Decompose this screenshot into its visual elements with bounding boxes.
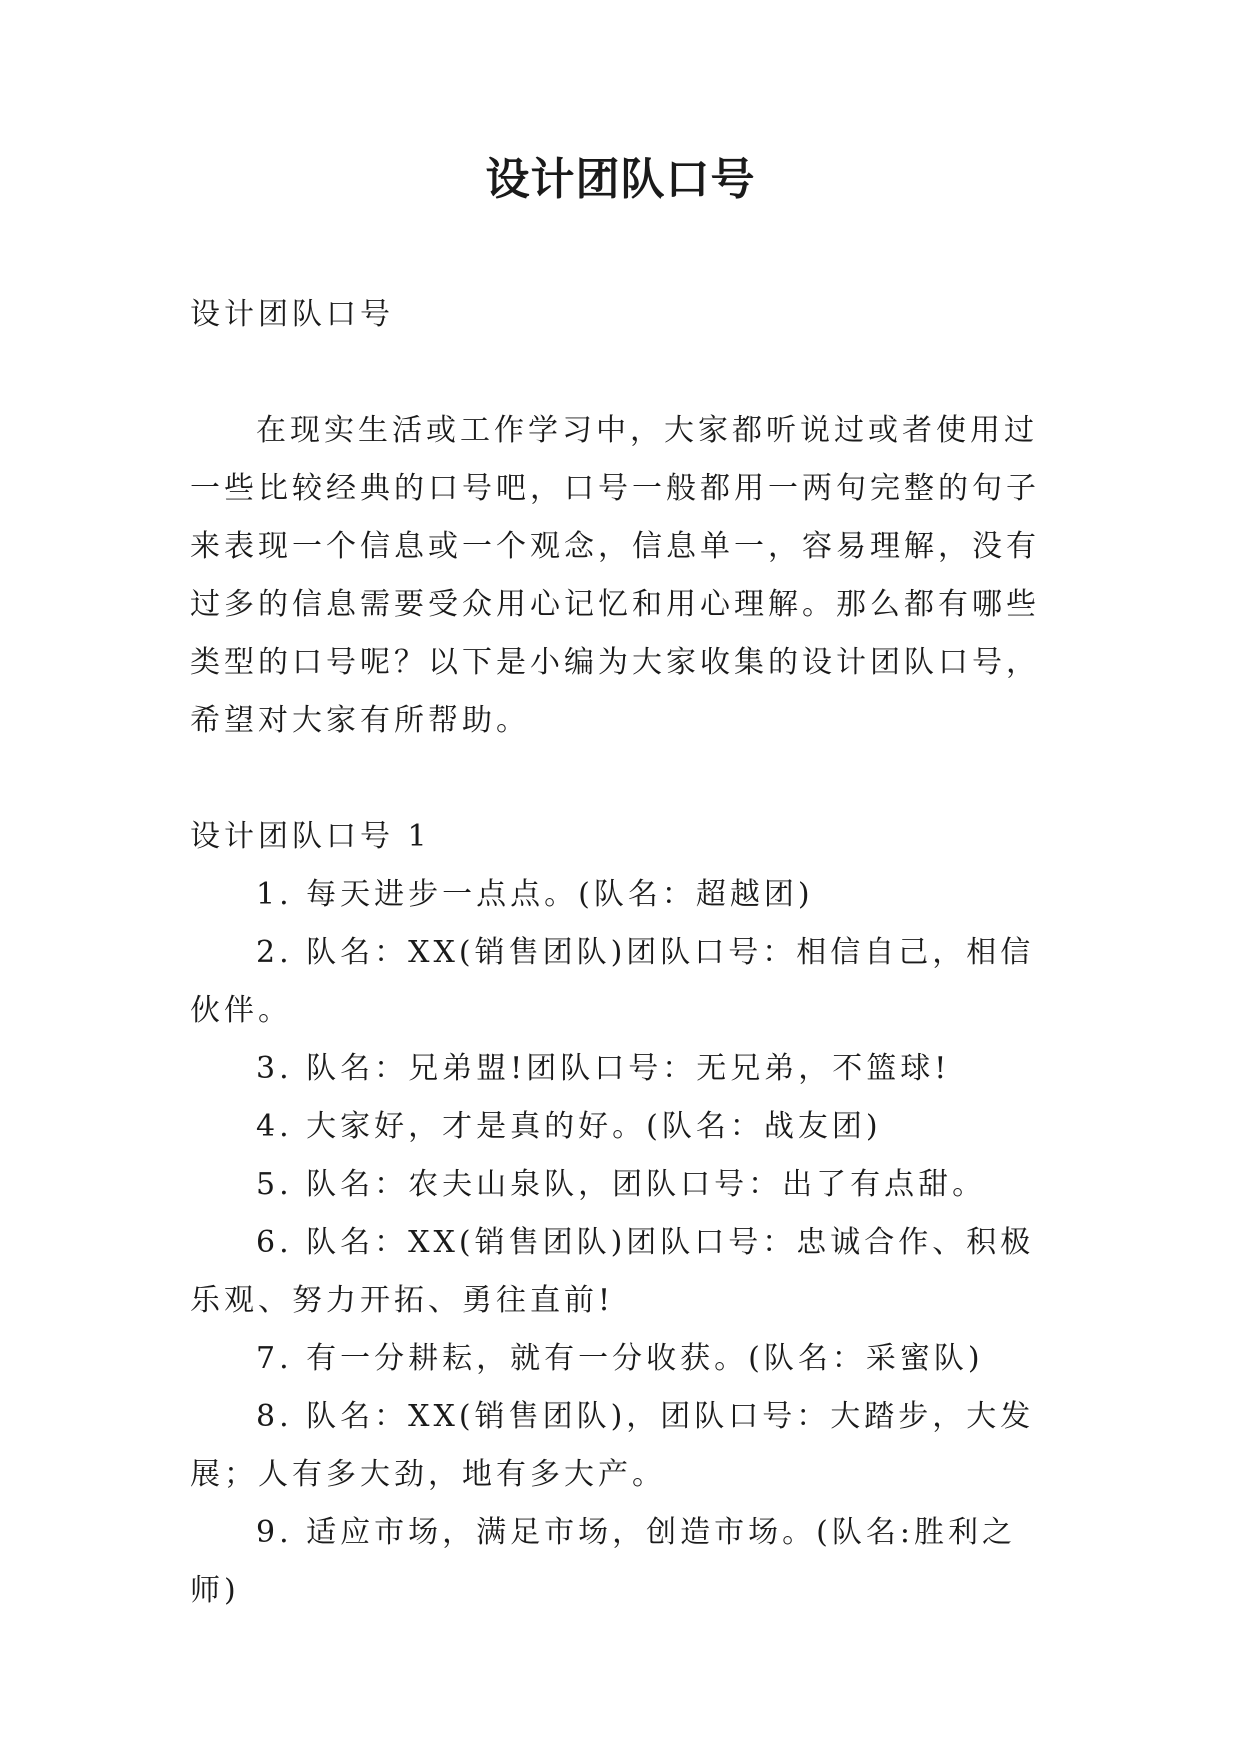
slogan-item-4: 4. 大家好，才是真的好。(队名：战友团) <box>256 1109 882 1144</box>
section-heading: 设计团队口号 1 <box>190 819 431 854</box>
slogan-item-6: 6. 队名：XX(销售团队)团队口号：忠诚合作、积极乐观、努力开拓、勇往直前! <box>190 1225 1035 1318</box>
slogan-item-3: 3. 队名：兄弟盟!团队口号：无兄弟，不篮球! <box>256 1051 951 1086</box>
slogan-item-5: 5. 队名：农夫山泉队，团队口号：出了有点甜。 <box>256 1167 987 1202</box>
slogan-item-9: 9. 适应市场，满足市场，创造市场。(队名:胜利之师) <box>190 1515 1016 1608</box>
intro-paragraph: 在现实生活或工作学习中，大家都听说过或者使用过一些比较经典的口号吧，口号一般都用一两句完整的句子来表现一个信息或一个观念，信息单一，容易理解，没有过多的信息需要受众用心记忆和用心理解。那么都有哪些类型的口号呢？以下是小编为大家收集的设计团队口号，希望对大家有所帮助。 <box>190 413 1040 738</box>
document-body <box>190 286 1050 1620</box>
slogan-item-1: 1. 每天进步一点点。(队名：超越团) <box>256 877 814 912</box>
slogan-item-8: 8. 队名：XX(销售团队)，团队口号：大踏步，大发展；人有多大劲，地有多大产。 <box>190 1399 1035 1492</box>
document-subtitle: 设计团队口号 <box>190 297 394 332</box>
document-title: 设计团队口号 <box>485 154 756 205</box>
slogan-item-2: 2. 队名：XX(销售团队)团队口号：相信自己，相信伙伴。 <box>190 935 1035 1028</box>
slogan-item-7: 7. 有一分耕耘，就有一分收获。(队名：采蜜队) <box>256 1341 984 1376</box>
